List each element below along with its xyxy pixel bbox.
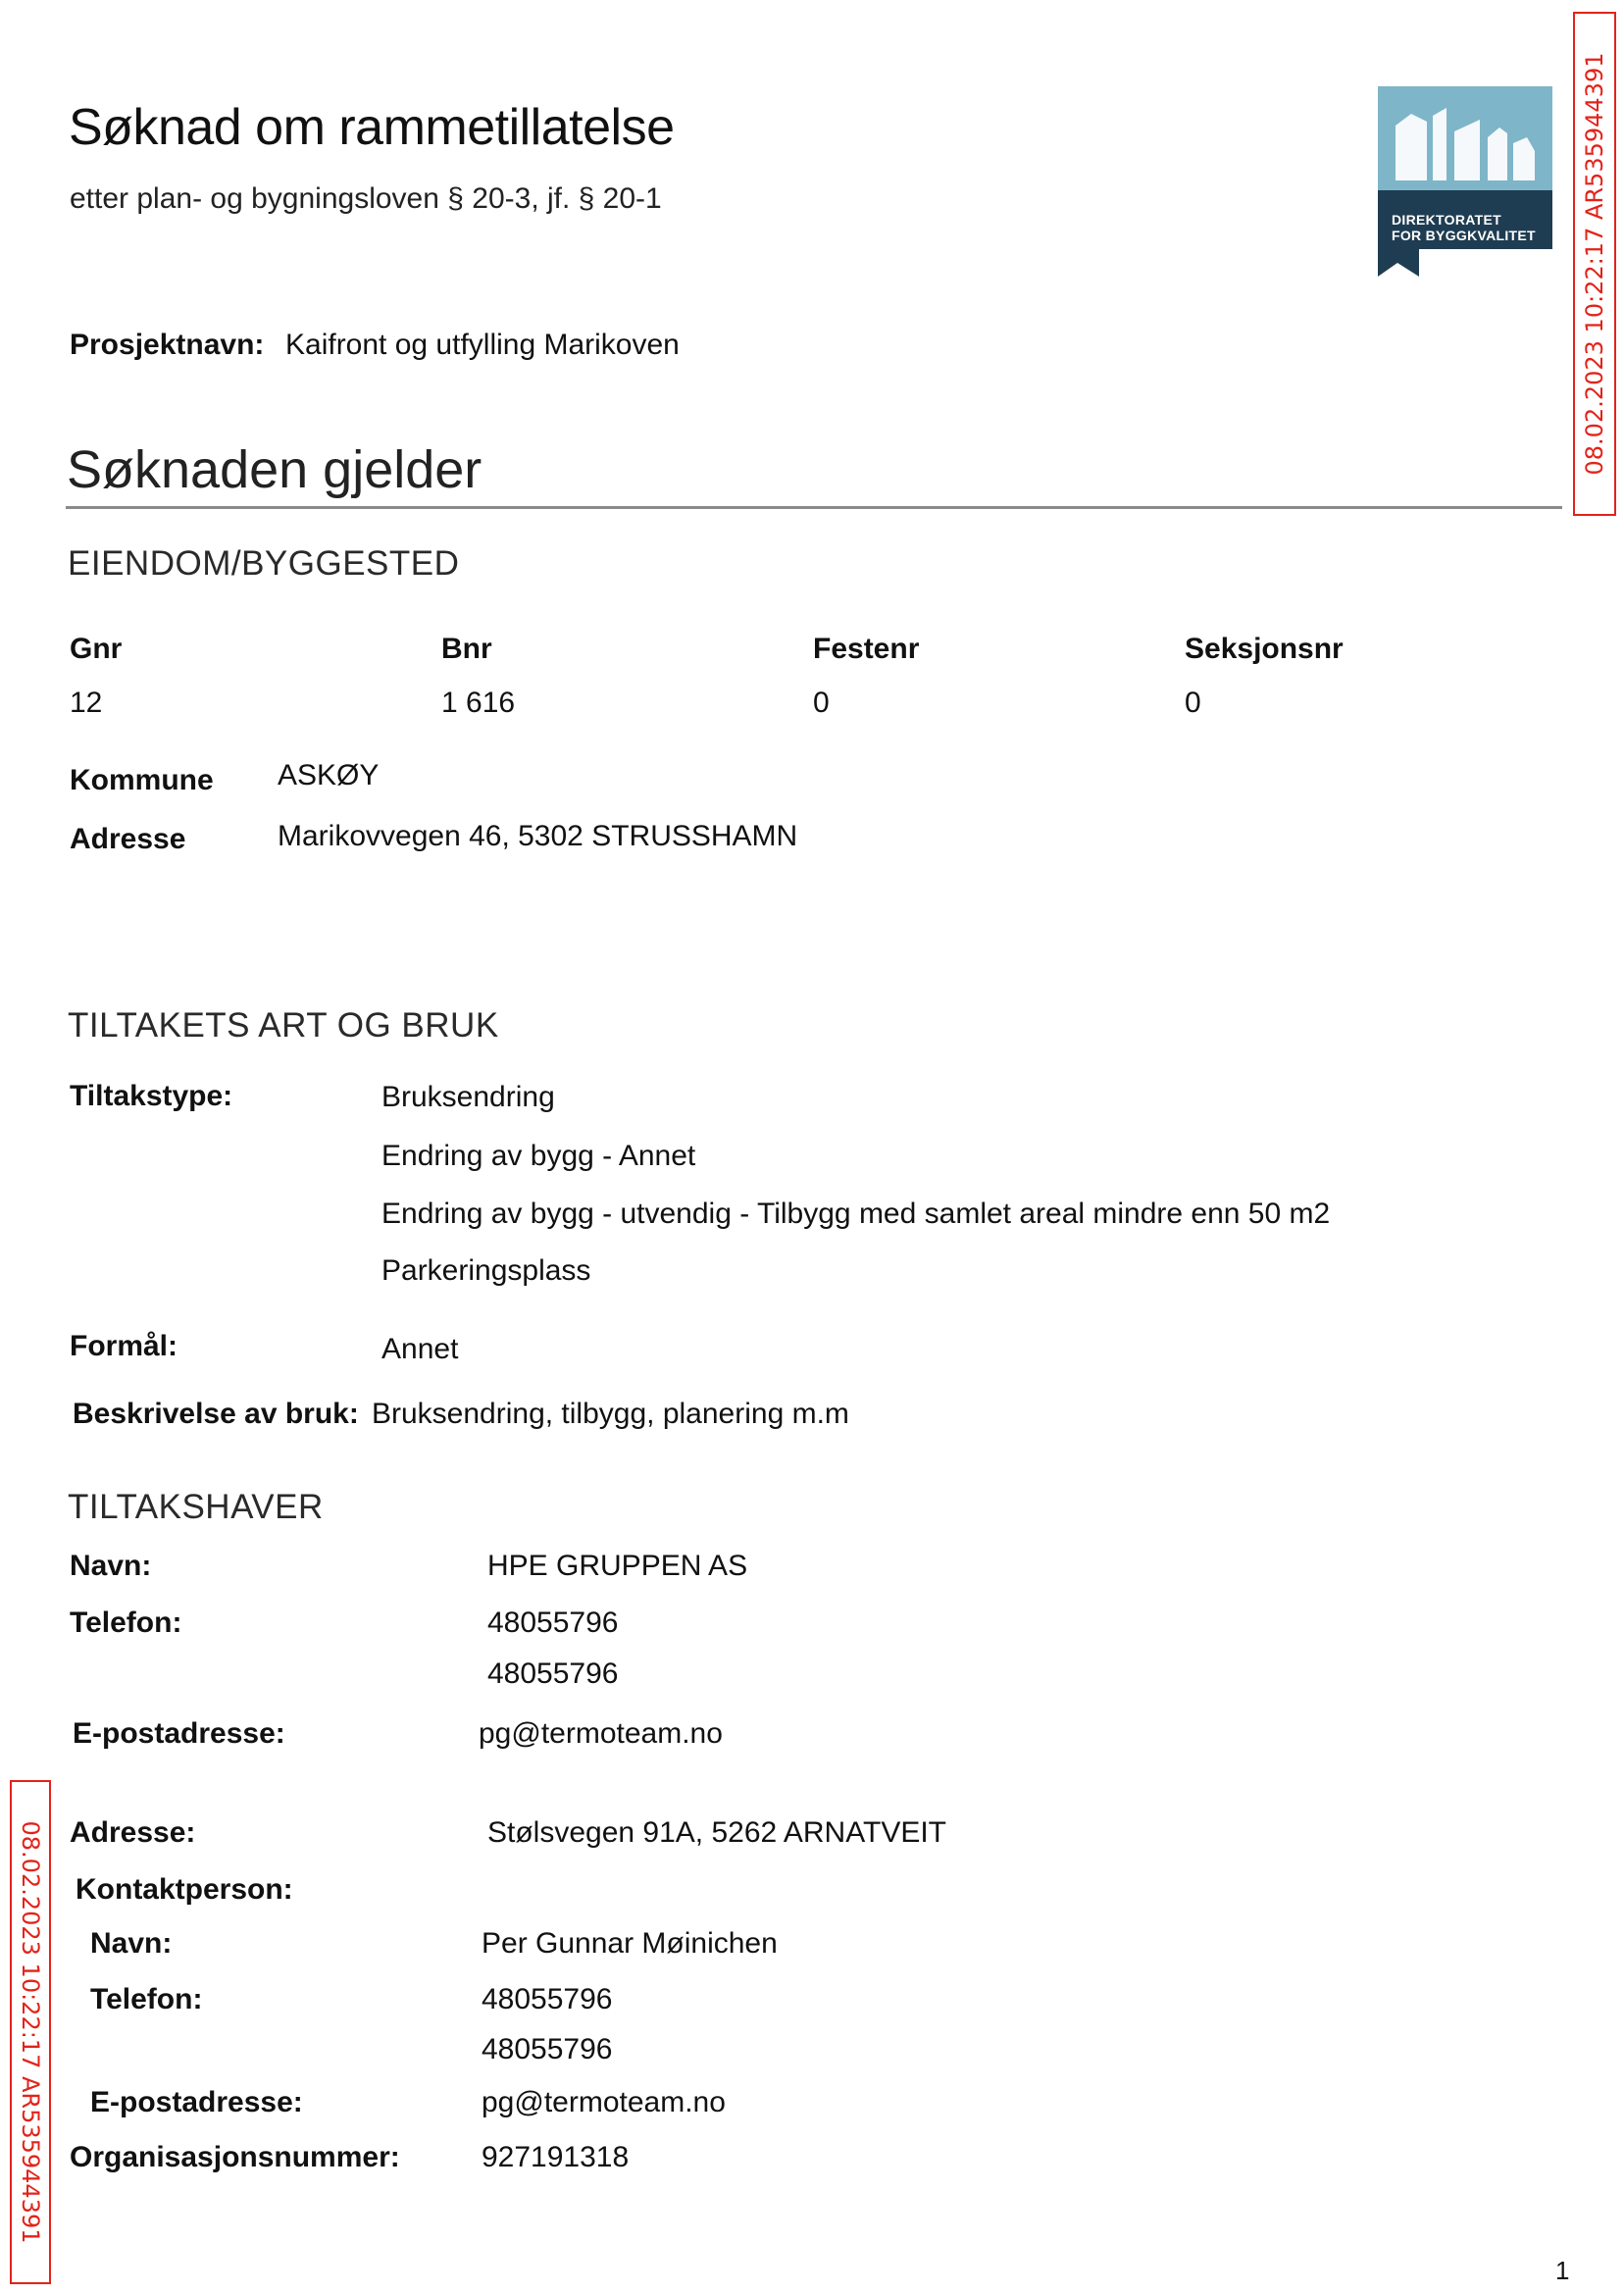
kommune-value: ASKØY [278,759,380,791]
kontakt-navn-value: Per Gunnar Møinichen [482,1927,778,1960]
tiltakstype-item: Bruksendring [381,1081,555,1113]
logo-line-2: FOR BYGGKVALITET [1392,228,1536,243]
seksjonsnr-label: Seksjonsnr [1185,633,1344,665]
tiltakshaver-heading: TILTAKSHAVER [68,1488,324,1526]
gnr-value: 12 [70,687,103,719]
logo-line-1: DIREKTORATET [1392,212,1501,228]
telefon-value: 48055796 [487,1606,619,1639]
tiltakstype-item: Endring av bygg - Annet [381,1140,696,1172]
navn-value: HPE GRUPPEN AS [487,1550,748,1582]
seksjonsnr-value: 0 [1185,687,1201,719]
property-heading: EIENDOM/BYGGESTED [68,544,460,583]
document-subtitle: etter plan- og bygningsloven § 20-3, jf. § 20-1 [70,182,662,215]
stamp-text: 08.02.2023 10:22:17 AR535944391 [17,1820,44,2244]
project-value: Kaifront og utfylling Marikoven [285,329,680,361]
tiltakstype-label: Tiltakstype: [70,1080,233,1112]
kontaktperson-label: Kontaktperson: [76,1873,293,1906]
section-heading: Søknaden gjelder [67,440,482,499]
kontakt-telefon-value: 48055796 [482,1983,613,2015]
kontakt-navn-label: Navn: [90,1927,173,1960]
tiltak-heading: TILTAKETS ART OG BRUK [68,1006,499,1045]
tiltakstype-item: Parkeringsplass [381,1254,591,1287]
formal-label: Formål: [70,1330,178,1362]
org-value: 927191318 [482,2141,630,2173]
dibk-logo [1378,86,1552,281]
kontakt-telefon-label: Telefon: [90,1983,203,2015]
th-adresse-value: Stølsvegen 91A, 5262 ARNATVEIT [487,1816,947,1849]
navn-label: Navn: [70,1550,152,1582]
epost-label: E-postadresse: [73,1717,285,1750]
document-title: Søknad om rammetillatelse [69,99,675,156]
logo-graphic [1378,86,1552,277]
festenr-value: 0 [813,687,830,719]
festenr-label: Festenr [813,633,920,665]
beskrivelse-value: Bruksendring, tilbygg, planering m.m [372,1398,849,1430]
adresse-value: Marikovvegen 46, 5302 STRUSSHAMN [278,820,798,852]
page-number: 1 [1555,2256,1570,2285]
gnr-label: Gnr [70,633,123,665]
tiltakstype-item: Endring av bygg - utvendig - Tilbygg med samlet areal mindre enn 50 m2 [381,1198,1331,1230]
formal-value: Annet [381,1333,459,1365]
th-adresse-label: Adresse: [70,1816,196,1849]
kontakt-epost-value: pg@termoteam.no [482,2086,726,2118]
section-divider [66,506,1562,509]
bnr-value: 1 616 [441,687,516,719]
kommune-label: Kommune [70,764,214,796]
org-label: Organisasjonsnummer: [70,2141,400,2173]
stamp-text: 08.02.2023 10:22:17 AR535944391 [1581,52,1608,476]
telefon-value: 48055796 [487,1657,619,1690]
timestamp-stamp-bottom [10,1780,51,2284]
adresse-label: Adresse [70,823,186,855]
timestamp-stamp-top [1573,12,1616,516]
kontakt-epost-label: E-postadresse: [90,2086,303,2118]
beskrivelse-label: Beskrivelse av bruk: [73,1398,359,1430]
telefon-label: Telefon: [70,1606,182,1639]
project-label: Prosjektnavn: [70,329,265,361]
kontakt-telefon-value: 48055796 [482,2033,613,2065]
epost-value: pg@termoteam.no [479,1717,723,1750]
bnr-label: Bnr [441,633,492,665]
